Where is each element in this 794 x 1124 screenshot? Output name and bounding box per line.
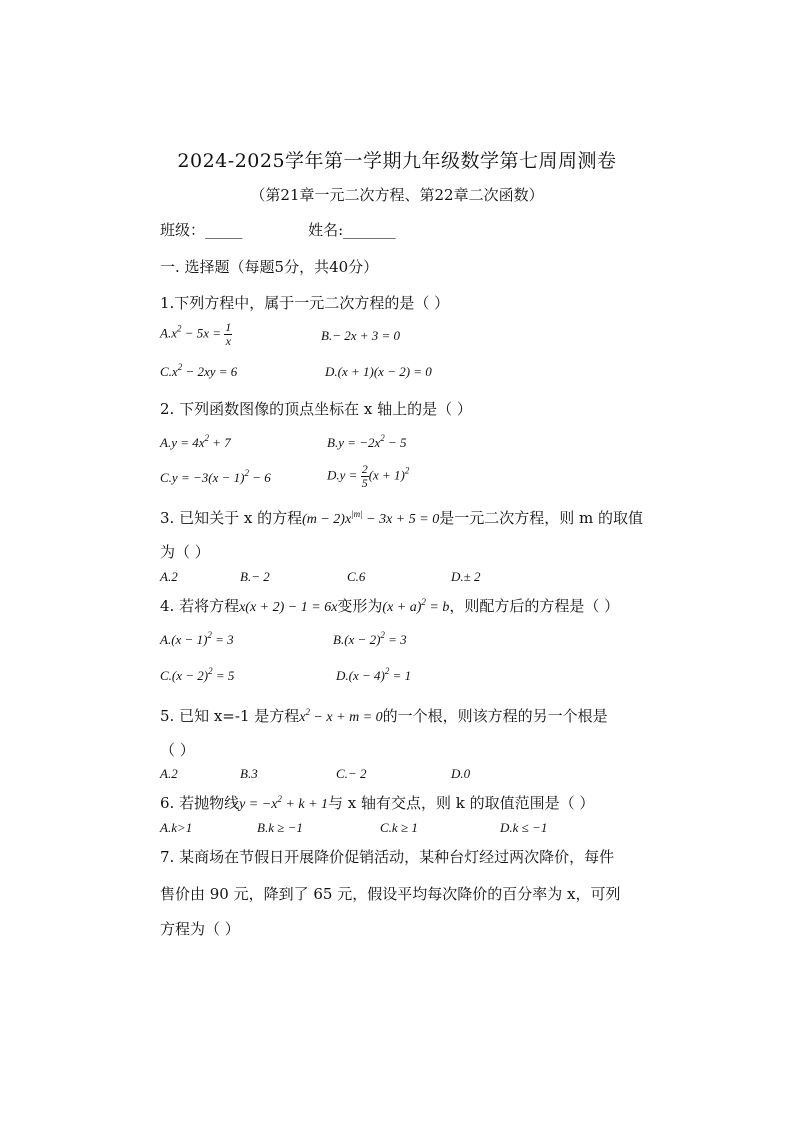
- question-5-stem-continued: （ ）: [160, 741, 195, 759]
- question-4-option-d: $D.(x - 4)^2 = 1$: [336, 666, 412, 683]
- question-2-option-b: $B.y = -2x^2 - 5$: [327, 433, 407, 450]
- question-4-option-b: $B.(x - 2)^2 = 3$: [333, 630, 407, 647]
- question-6-option-d: D.k ≤ −1: [500, 820, 548, 835]
- question-3-stem: 3. 已知关于 x 的方程$(m - 2)x^{|m|} - 3x + 5 = 0$是一元二次方程，则 m 的取值: [160, 509, 643, 527]
- question-7-line-1: 7. 某商场在节假日开展降价促销活动，某种台灯经过两次降价，每件: [160, 848, 615, 866]
- question-4-option-c: $C.(x - 2)^2 = 5$: [160, 666, 235, 683]
- question-2-option-d: D.y = $\frac{2}{5}$ $(x + 1)^2$: [327, 462, 410, 490]
- question-3-stem-continued: 为（ ）: [160, 543, 210, 561]
- page-subtitle: （第21章一元二次方程、第22章二次函数）: [250, 186, 544, 204]
- question-3-option-a: A.2: [160, 569, 178, 584]
- question-7-line-3: 方程为（ ）: [160, 920, 240, 938]
- question-5-option-b: B.3: [240, 766, 258, 781]
- question-6-option-a: A.k>1: [160, 820, 193, 835]
- student-info: [160, 219, 396, 240]
- page-title: 2024-2025学年第一学期九年级数学第七周周测卷: [177, 150, 617, 172]
- question-5-option-d: D.0: [451, 766, 471, 781]
- question-4-option-a: $A.(x - 1)^2 = 3$: [160, 630, 234, 647]
- question-1-option-b: B.− 2x + 3 = 0: [321, 328, 401, 343]
- question-5-option-a: A.2: [160, 766, 178, 781]
- question-1-option-d: D.(x + 1)(x − 2) = 0: [325, 364, 432, 379]
- question-2-option-c: $C.y = -3(x - 1)^2 - 6$: [160, 468, 271, 485]
- question-3-option-d: D.± 2: [451, 569, 481, 584]
- question-7-line-2: 售价由 90 元，降到了 65 元，假设平均每次降价的百分率为 x，可列: [160, 885, 621, 903]
- question-4-stem: 4. 若将方程x(x + 2) − 1 = 6x变形为$(x + a)^2 = b$，则配方后的方程是（ ）: [160, 597, 620, 615]
- question-3-option-b: B.− 2: [240, 569, 270, 584]
- question-6-option-c: C.k ≥ 1: [380, 820, 418, 835]
- question-6-option-b: B.k ≥ −1: [257, 820, 303, 835]
- question-1-stem: 1.下列方程中，属于一元二次方程的是（ ）: [160, 294, 450, 312]
- question-1-option-c: $C.x^2 - 2xy = 6$: [160, 362, 238, 379]
- question-5-option-c: C.− 2: [336, 766, 367, 781]
- question-1-option-a: $A.x^2 - 5x$ = $\frac{1}{x}$: [160, 320, 232, 348]
- section-heading: 一. 选择题（每题5分，共40分）: [160, 258, 379, 276]
- question-5-stem: 5. 已知 x=-1 是方程$x^2 - x + m = 0$的一个根，则该方程的另一个根是: [160, 707, 608, 725]
- question-3-option-c: C.6: [347, 569, 366, 584]
- question-2-stem: 2. 下列函数图像的顶点坐标在 x 轴上的是（ ）: [160, 400, 472, 418]
- question-2-option-a: $A.y = 4x^2 + 7$: [160, 433, 231, 450]
- class-field-label: 班级：_____: [160, 221, 243, 239]
- name-field-label: 姓名:_______: [308, 221, 396, 239]
- question-6-stem: 6. 若抛物线$y = -x^2 + k + 1$与 x 轴有交点，则 k 的取值范围是（ ）: [160, 794, 595, 812]
